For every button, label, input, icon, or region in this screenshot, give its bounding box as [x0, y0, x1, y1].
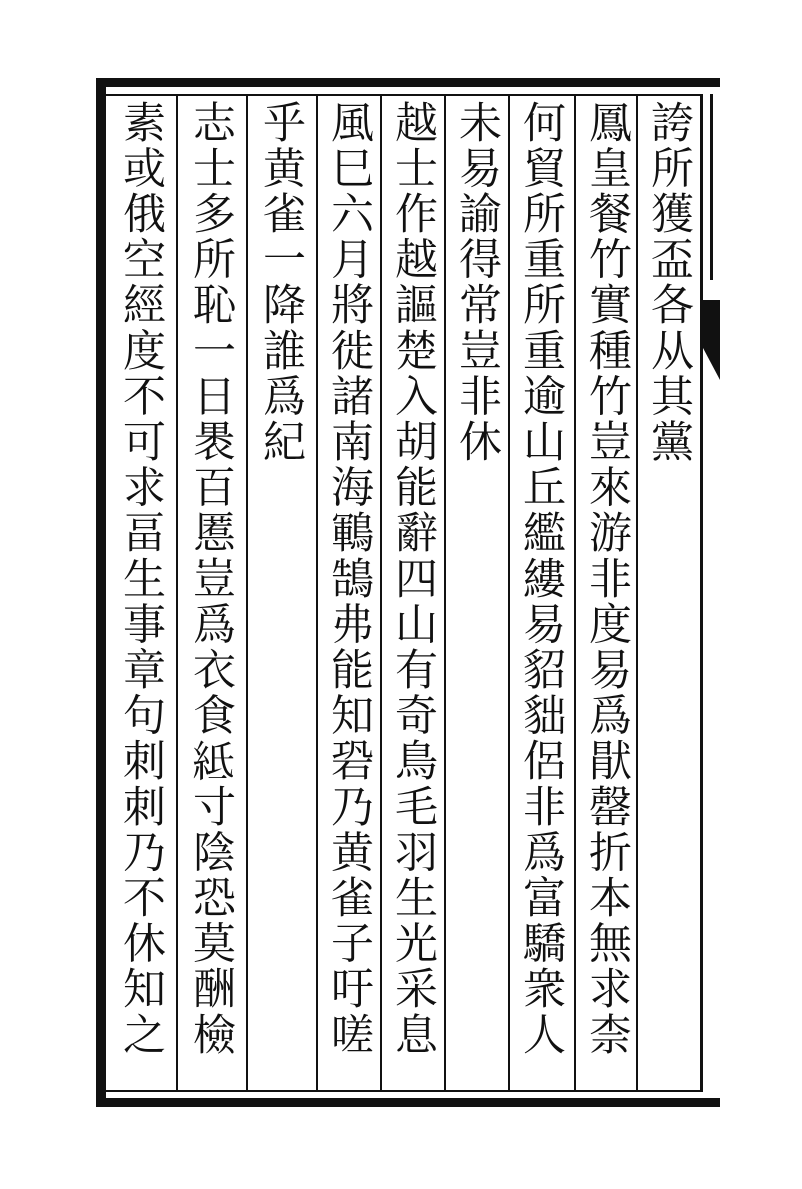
column-text: 未易諭得常豈非休 — [452, 100, 502, 465]
column-text: 風巳六月將徙諸南海鶤鵠弗能知䂬乃黄雀子吁嗟 — [324, 100, 374, 1058]
top-border — [96, 78, 720, 87]
column-divider — [176, 96, 178, 1090]
column-text: 越士作越謳楚入胡能辭四山有奇鳥毛羽生光采息 — [388, 100, 438, 1058]
text-column-5 — [382, 100, 444, 1088]
column-text: 何貿所重所重逾山丘繿縷易貂貀侶非爲富驕衆人 — [516, 100, 566, 1058]
text-column-1 — [638, 100, 700, 1088]
bottom-inner-rule — [106, 1090, 702, 1092]
column-text: 素或俄空經度不可求畐生事章句刺刺乃不休知之 — [116, 100, 166, 1058]
text-column-4 — [446, 100, 508, 1088]
fishtail-mark — [703, 300, 720, 380]
column-text: 乎黄雀一降誰爲紀 — [256, 100, 306, 465]
text-column-7 — [250, 100, 312, 1088]
column-divider — [246, 96, 248, 1090]
top-inner-rule — [96, 94, 702, 96]
column-text: 志士多所恥一日褁百慝豈爲衣食𥿄寸陰恐莫酬檢 — [186, 100, 236, 1058]
bottom-border — [96, 1098, 720, 1107]
text-column-8 — [180, 100, 242, 1088]
column-text: 鳳皇餐竹實種竹豈來游非度易爲猒罄折本無求柰 — [582, 100, 632, 1058]
text-column-2 — [576, 100, 638, 1088]
text-column-6 — [318, 100, 380, 1088]
text-column-3 — [510, 100, 572, 1088]
left-border — [96, 78, 106, 1107]
text-column-9 — [110, 100, 172, 1088]
banxin-margin — [703, 94, 713, 280]
column-text: 誇所獲盃各从其黨 — [644, 100, 694, 465]
